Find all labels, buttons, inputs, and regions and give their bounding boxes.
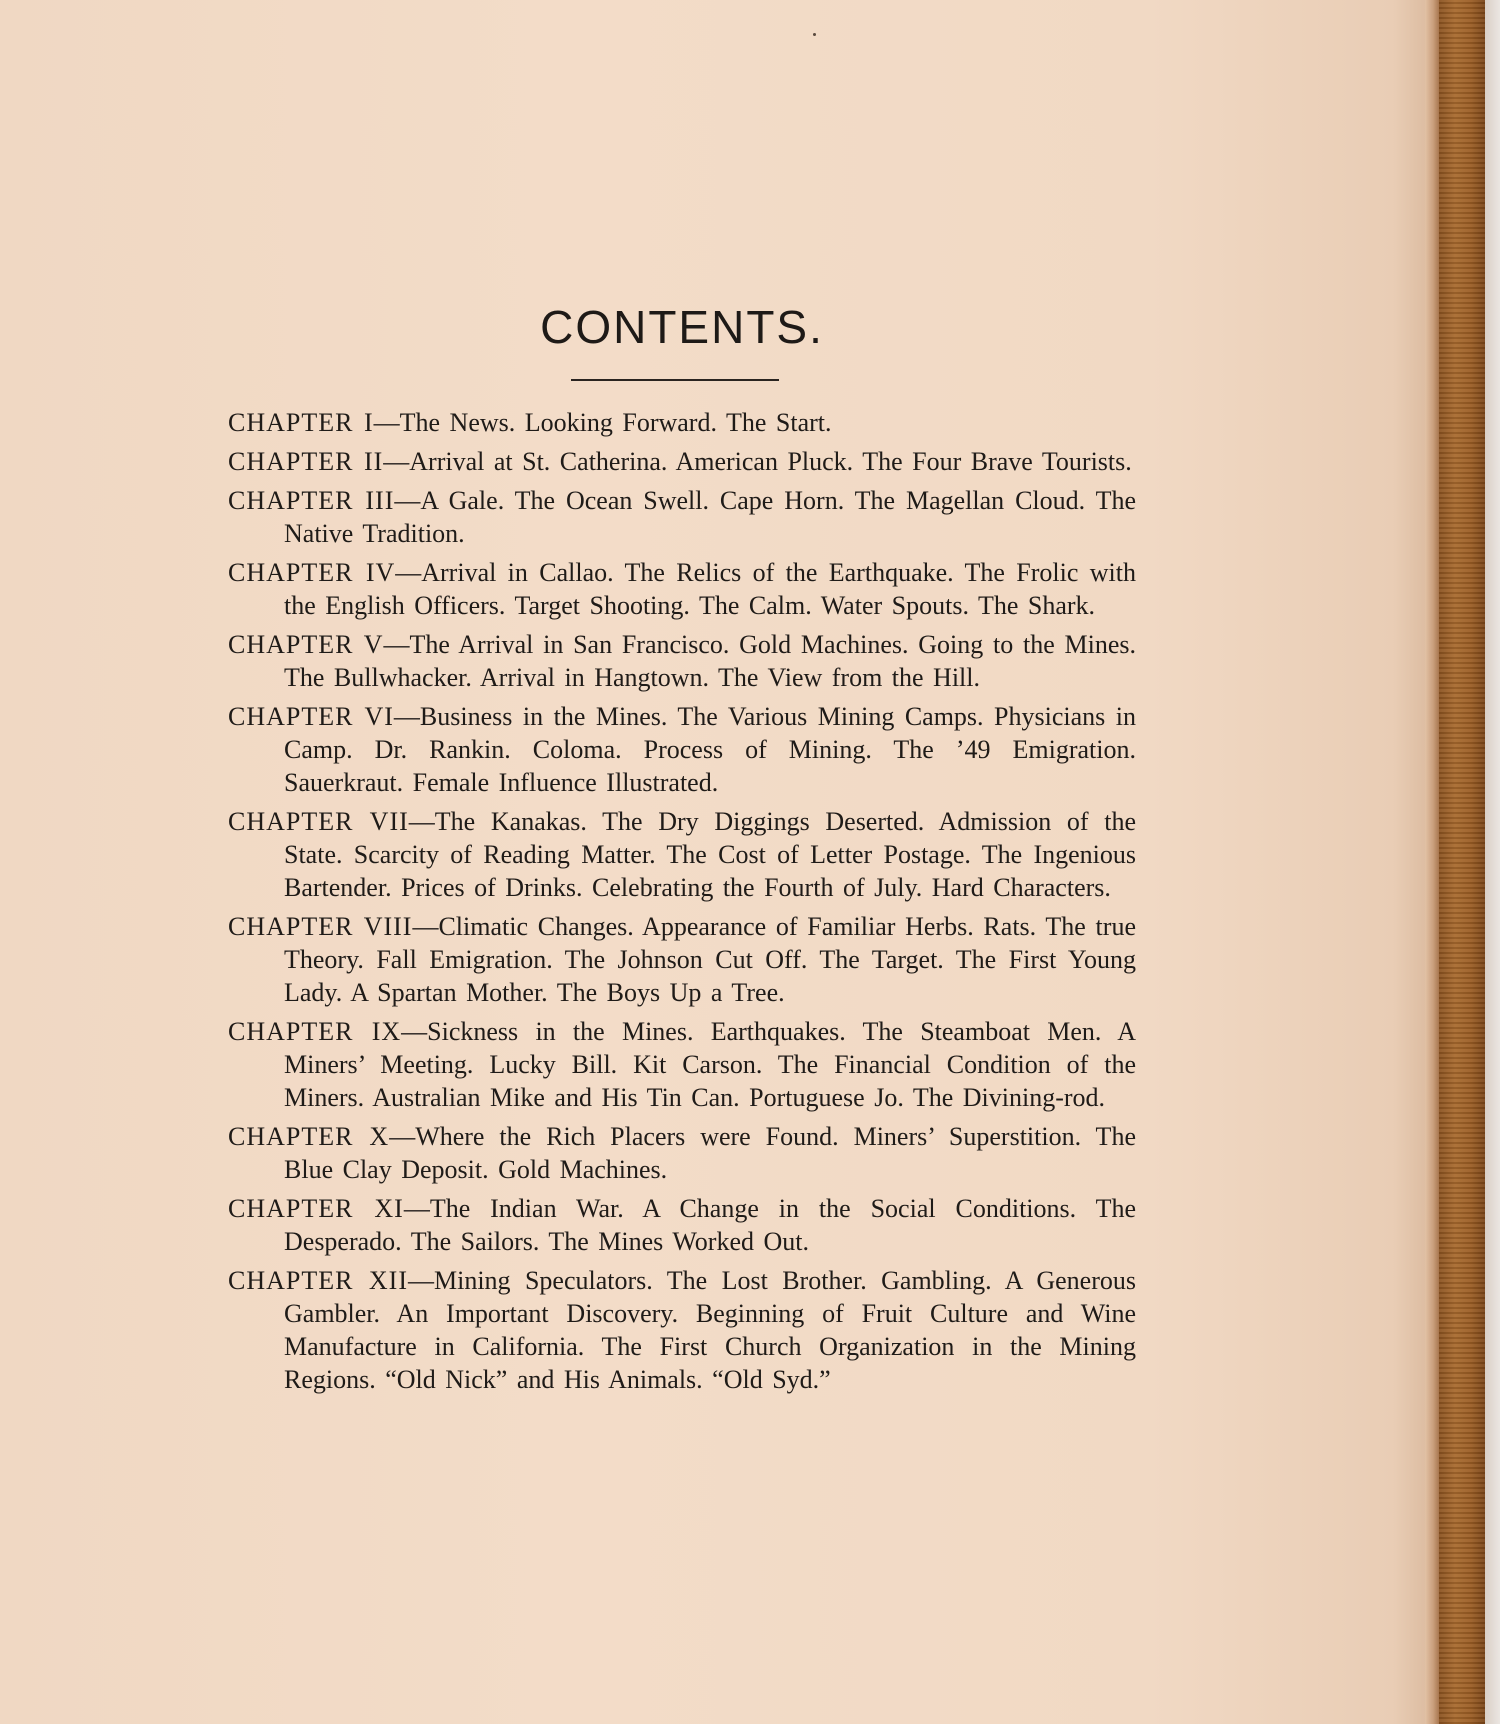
chapter-summary: —Arrival at St. Catherina. American Pluck. The Four Brave Tourists. — [383, 447, 1132, 476]
background-surface — [1485, 0, 1500, 1724]
chapter-summary: —Arrival in Callao. The Relics of the Earthquake. The Frolic with the English Officers. Target Shooting. The Calm. Water Spouts. The Shark. — [284, 558, 1136, 620]
contents-entry-1 — [228, 406, 1136, 439]
page-edge — [1425, 0, 1439, 1724]
chapter-label: CHAPTER IV — [228, 558, 396, 587]
contents-entry-7 — [228, 805, 1136, 904]
ink-speck — [813, 33, 816, 36]
contents-entry-2 — [228, 445, 1136, 478]
chapter-summary: —The Arrival in San Francisco. Gold Machines. Going to the Mines. The Bullwhacker. Arrival in Hangtown. The View from the Hill. — [284, 630, 1136, 692]
page-title: CONTENTS. — [540, 301, 824, 353]
contents-entry-3 — [228, 484, 1136, 550]
contents-entry-5 — [228, 628, 1136, 694]
chapter-summary: —The Indian War. A Change in the Social Conditions. The Desperado. The Sailors. The Mines Worked Out. — [284, 1194, 1136, 1256]
chapter-summary: —Where the Rich Placers were Found. Miners’ Superstition. The Blue Clay Deposit. Gold Machines. — [284, 1122, 1136, 1184]
contents-entry-11 — [228, 1192, 1136, 1258]
chapter-summary: —The Kanakas. The Dry Diggings Deserted. Admission of the State. Scarcity of Reading Matter. The Cost of Letter Postage. The Ingenious Bartender. Prices of Drinks. Celebrating the Fourth of July. Hard Characters. — [284, 807, 1136, 902]
chapter-label: CHAPTER XII — [228, 1266, 408, 1295]
contents-entry-4 — [228, 556, 1136, 622]
chapter-label: CHAPTER I — [228, 408, 374, 437]
contents-entry-8 — [228, 910, 1136, 1009]
contents-entry-6 — [228, 700, 1136, 799]
chapter-label: CHAPTER VII — [228, 807, 409, 836]
chapter-label: CHAPTER VI — [228, 702, 394, 731]
title-rule — [571, 379, 779, 381]
contents-entry-9 — [228, 1015, 1136, 1114]
book-binding — [1439, 0, 1485, 1724]
chapter-label: CHAPTER XI — [228, 1194, 404, 1223]
chapter-summary: —Mining Speculators. The Lost Brother. Gambling. A Generous Gambler. An Important Discovery. Beginning of Fruit Culture and Wine Manufacture in California. The First Church Organization in the Mining Regions. “Old Nick” and His Animals. “Old Syd.” — [284, 1266, 1136, 1394]
chapter-label: CHAPTER X — [228, 1122, 390, 1151]
contents-entry-10 — [228, 1120, 1136, 1186]
chapter-label: CHAPTER II — [228, 447, 384, 476]
chapter-label: CHAPTER VIII — [228, 912, 413, 941]
contents-entry-12 — [228, 1264, 1136, 1396]
chapter-summary: —Sickness in the Mines. Earthquakes. The Steamboat Men. A Miners’ Meeting. Lucky Bill. Kit Carson. The Financial Condition of the Miners. Australian Mike and His Tin Can. Portuguese Jo. The Divining-rod. — [284, 1017, 1136, 1112]
chapter-summary: —The News. Looking Forward. The Start. — [373, 408, 832, 437]
chapter-summary: —A Gale. The Ocean Swell. Cape Horn. The Magellan Cloud. The Native Tradition. — [284, 486, 1136, 548]
chapter-summary: —Climatic Changes. Appearance of Familiar Herbs. Rats. The true Theory. Fall Emigration. The Johnson Cut Off. The Target. The First Young Lady. A Spartan Mother. The Boys Up a Tree. — [284, 912, 1136, 1007]
chapter-label: CHAPTER III — [228, 486, 395, 515]
chapter-summary: —Business in the Mines. The Various Mining Camps. Physicians in Camp. Dr. Rankin. Coloma. Process of Mining. The ’49 Emigration. Sauerkraut. Female Influence Illustrated. — [284, 702, 1136, 797]
chapter-label: CHAPTER IX — [228, 1017, 402, 1046]
chapter-label: CHAPTER V — [228, 630, 384, 659]
contents-list — [228, 406, 1136, 1402]
